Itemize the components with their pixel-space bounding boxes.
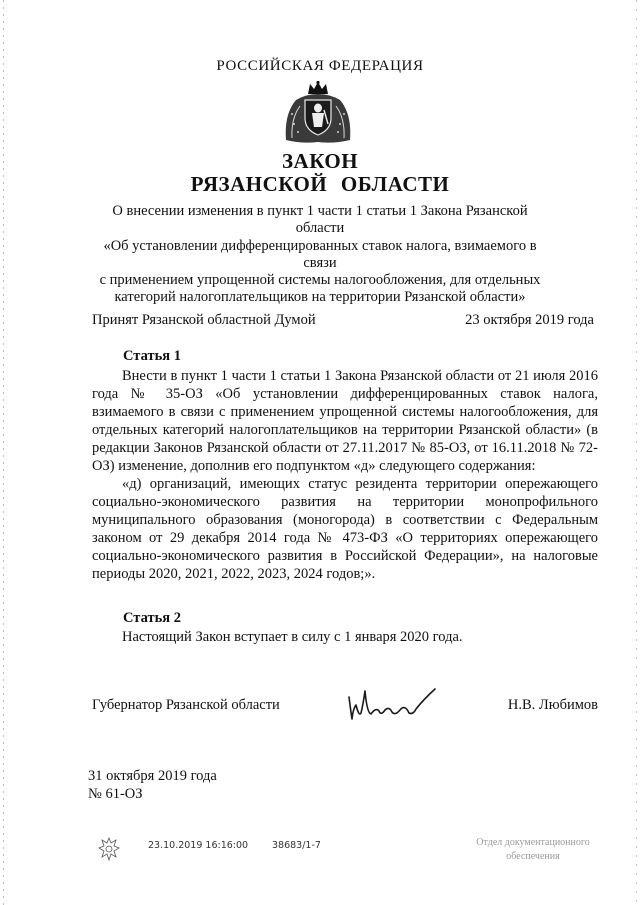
governor-title: Губернатор Рязанской области	[92, 697, 280, 713]
law-subject	[90, 203, 550, 307]
subject-line: категорий налогоплательщиков на территории Рязанской области»	[114, 289, 526, 306]
department-line: Отдел документационного	[476, 837, 590, 848]
article-1-heading: Статья 1	[123, 348, 181, 364]
subject-line: О внесении изменения в пункт 1 части 1 статьи 1 Закона Рязанской области	[112, 203, 528, 237]
department-stamp	[448, 836, 618, 864]
signing-date: 31 октября 2019 года	[88, 768, 217, 784]
scan-edge-right	[636, 0, 637, 905]
region-title: РЯЗАНСКОЙ ОБЛАСТИ	[190, 172, 450, 196]
handwritten-signature-icon	[343, 683, 438, 727]
law-number: № 61-ОЗ	[88, 786, 143, 802]
article-1-body	[92, 367, 598, 583]
article-1-paragraph-2: «д) организаций, имеющих статус резидента территории опережающего социально-экономического развития на территории монопрофильного муниципального образования (моногорода) в соответствии с Федеральным законом от 29 декабря 2014 года № 473-ФЗ «О территориях опережающего социально-экономического развития в Российской Федерации», на налоговые периоды 2020, 2021, 2022, 2023, 2024 годов;».	[92, 476, 598, 582]
subject-line: с применением упрощенной системы налогообложения, для отдельных	[99, 272, 541, 289]
ryazan-coat-of-arms-icon	[282, 80, 354, 146]
adopted-by-label: Принят Рязанской областной Думой	[92, 312, 316, 328]
registration-datetime: 23.10.2019 16:16:00	[148, 840, 249, 851]
registry-stamp-icon	[98, 837, 120, 861]
governor-name: Н.В. Любимов	[507, 697, 598, 713]
document-type-title: ЗАКОН	[281, 149, 359, 173]
subject-line: «Об установлении дифференцированных ставок налога, взимаемого в связи	[103, 237, 537, 271]
article-1-paragraph-1: Внести в пункт 1 части 1 статьи 1 Закона Рязанской области от 21 июля 2016 года № 35-ОЗ «Об установлении дифференцированных ставок налога, взимаемого в связи с применением упрощенной системы налогообложения, для отдельных категорий налогоплательщиков на территории Рязанской области» (в редакции Законов Рязанской области от 27.11.2017 № 85-ОЗ, от 16.11.2018 № 72-ОЗ) изменение, дополнив его подпунктом «д» следующего содержания:	[92, 368, 598, 474]
country-title: РОССИЙСКАЯ ФЕДЕРАЦИЯ	[216, 58, 424, 74]
scan-edge-left	[3, 0, 4, 905]
article-2-heading: Статья 2	[123, 610, 181, 626]
department-line: обеспечения	[506, 851, 560, 862]
registration-number: 38683/1-7	[272, 840, 321, 851]
article-2-body	[92, 628, 598, 646]
article-2-paragraph-1: Настоящий Закон вступает в силу с 1 января 2020 года.	[122, 629, 463, 645]
adoption-date: 23 октября 2019 года	[465, 312, 594, 328]
